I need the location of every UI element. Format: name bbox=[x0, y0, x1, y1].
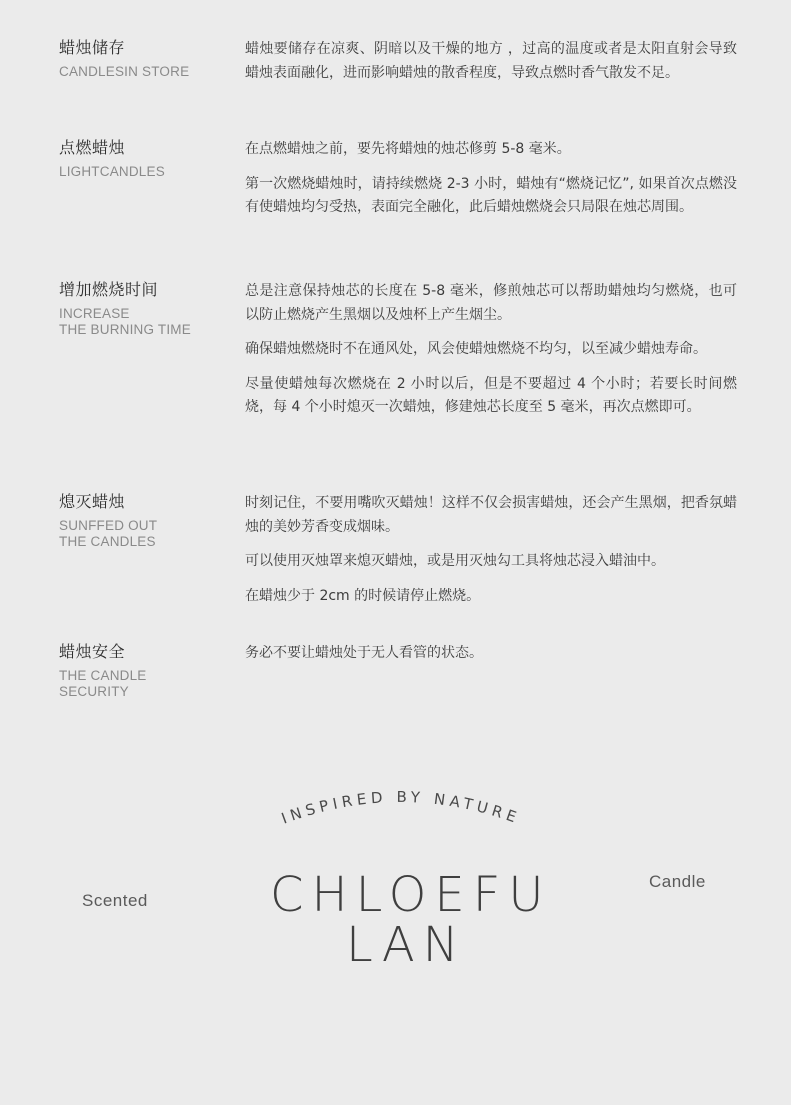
brand-logo bbox=[0, 780, 791, 980]
brand-tagline bbox=[279, 788, 523, 828]
brand-name-line1: CHLOEFU bbox=[270, 867, 552, 923]
section-title-cn: 增加燃烧时间 bbox=[59, 280, 159, 299]
paragraph: 总是注意保持烛芯的长度在 5-8 毫米，修煎烛芯可以帮助蜡烛均匀燃烧，也可以防止燃烧产生黑烟以及烛杯上产生烟尘。 bbox=[245, 283, 737, 323]
section-title-en: SUNFFED OUT THE CANDLES bbox=[59, 518, 158, 549]
paragraph: 务必不要让蜡烛处于无人看管的状态。 bbox=[245, 645, 483, 661]
section-heading bbox=[59, 280, 229, 338]
section-title-cn: 熄灭蜡烛 bbox=[59, 492, 126, 511]
paragraph: 在点燃蜡烛之前，要先将蜡烛的烛芯修剪 5-8 毫米。 bbox=[245, 141, 571, 157]
tagline-arc bbox=[250, 780, 550, 850]
section-heading bbox=[59, 138, 229, 180]
paragraph: 蜡烛要储存在凉爽、阴暗以及干燥的地方 ，过高的温度或者是太阳直射会导致蜡烛表面融化，进而影响蜡烛的散香程度，导致点燃时香气散发不足。 bbox=[245, 41, 737, 81]
section-title-en: THE CANDLE SECURITY bbox=[59, 668, 147, 699]
paragraph: 尽量使蜡烛每次燃烧在 2 小时以后，但是不要超过 4 个小时；若要长时间燃烧，每 4 个小时熄灭一次蜡烛，修建烛芯长度至 5 毫米，再次点燃即可。 bbox=[245, 375, 737, 415]
section-title-en: CANDLESIN STORE bbox=[59, 64, 190, 79]
paragraph: 第一次燃烧蜡烛时，请持续燃烧 2-3 小时，蜡烛有“燃烧记忆”, 如果首次点燃没有使蜡烛均匀受热，表面完全融化，此后蜡烛燃烧会只局限在烛芯周围。 bbox=[245, 175, 737, 215]
section-heading bbox=[59, 492, 229, 550]
brand-tagline-path: INSPIRED BY NATURE bbox=[279, 787, 523, 828]
paragraph: 时刻记住，不要用嘴吹灭蜡烛！这样不仅会损害蜡烛，还会产生黑烟，把香氛蜡烛的美妙芳香变成烟味。 bbox=[245, 495, 737, 535]
scented-label: Scented bbox=[82, 891, 148, 910]
paragraph: 可以使用灭烛罩来熄灭蜡烛，或是用灭烛勾工具将烛芯浸入蜡油中。 bbox=[245, 553, 665, 569]
section-body bbox=[245, 38, 737, 96]
section-body bbox=[245, 138, 737, 231]
section-heading bbox=[59, 38, 229, 80]
section-title-cn: 点燃蜡烛 bbox=[59, 138, 126, 157]
candle-label: Candle bbox=[649, 872, 706, 891]
brand-name-line2: LAN bbox=[346, 917, 467, 973]
paragraph: 在蜡烛少于 2cm 的时候请停止燃烧。 bbox=[245, 587, 481, 604]
paragraph: 确保蜡烛燃烧时不在通风处，风会使蜡烛燃烧不均匀，以至减少蜡烛寿命。 bbox=[245, 341, 707, 357]
section-body bbox=[245, 280, 737, 431]
section-title-en: LIGHTCANDLES bbox=[59, 164, 165, 179]
section-title-en: INCREASE THE BURNING TIME bbox=[59, 306, 191, 337]
section-heading bbox=[59, 642, 229, 700]
section-body bbox=[245, 492, 737, 619]
section-title-cn: 蜡烛储存 bbox=[59, 38, 126, 57]
section-title-cn: 蜡烛安全 bbox=[59, 642, 126, 661]
section-body bbox=[245, 642, 737, 677]
